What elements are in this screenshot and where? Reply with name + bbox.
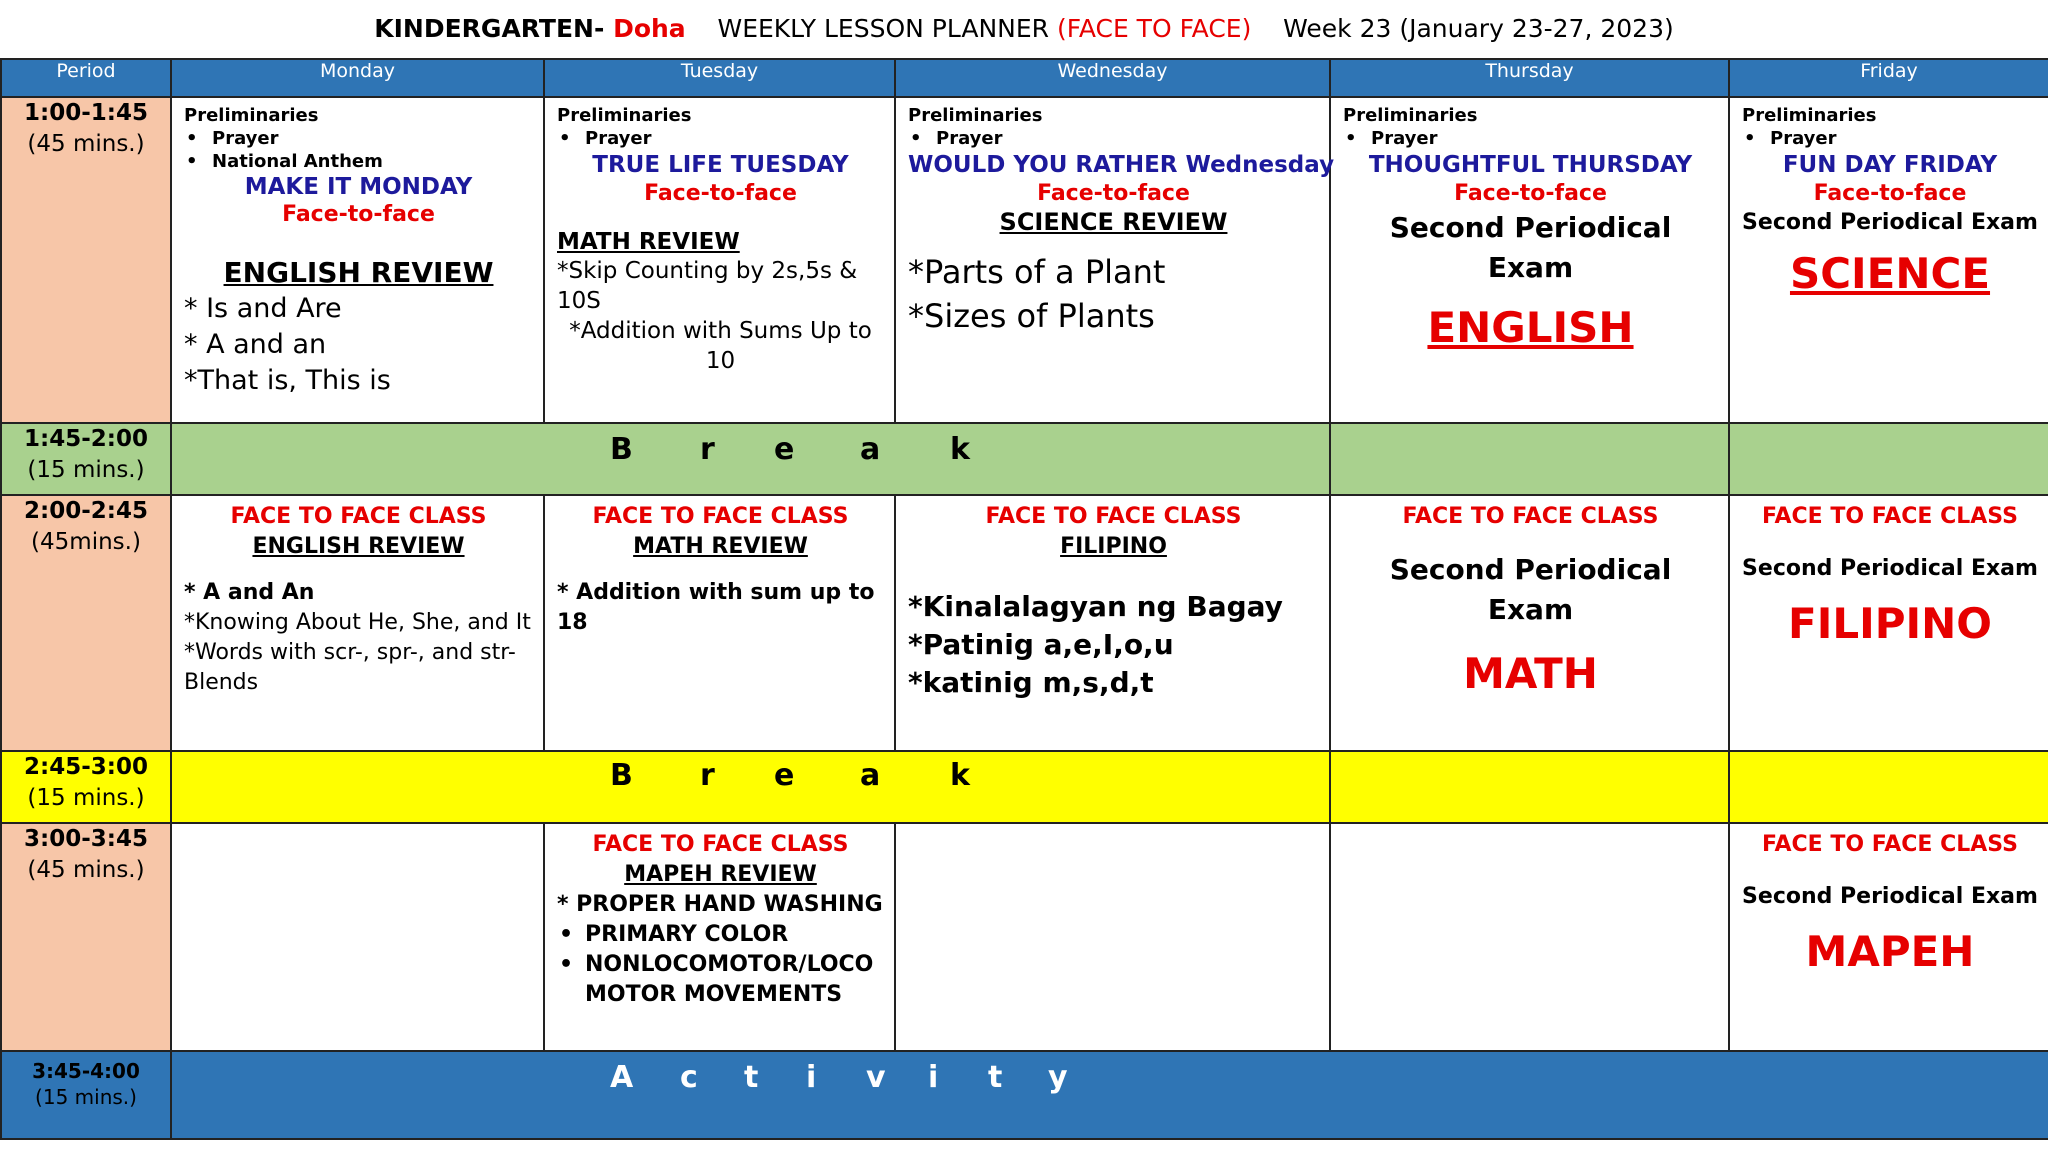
period-duration: (45mins.) — [31, 529, 141, 555]
break-letter: r — [700, 758, 715, 793]
activity-letter: A — [610, 1060, 634, 1095]
face-to-face-label: Face-to-face — [644, 181, 797, 206]
break-letter: k — [950, 758, 970, 793]
activity-letter: i — [928, 1060, 939, 1095]
break-letter: a — [860, 432, 881, 467]
exam-subject: MATH — [1463, 649, 1598, 698]
theme-label: FUN DAY FRIDAY — [1782, 152, 1998, 178]
break-letter: B — [610, 758, 633, 793]
break-text — [610, 432, 1329, 467]
break-letter: a — [860, 758, 881, 793]
prelim-prayer: • Prayer — [1343, 127, 1718, 150]
monday-p1 — [171, 97, 544, 423]
tuesday-p1 — [544, 97, 895, 423]
lesson-bullet: • PRIMARY COLOR — [557, 920, 884, 950]
period-time: 3:00-3:45 — [24, 826, 148, 852]
lesson-item: *Patinig a,e,I,o,u — [908, 628, 1174, 661]
lesson-item: *Kinalalagyan ng Bagay — [908, 590, 1283, 623]
f2f-class-label: FACE TO FACE CLASS — [1762, 504, 2018, 529]
period-time: 2:45-3:00 — [24, 754, 148, 780]
title-section: Doha — [613, 14, 686, 43]
thursday-p3 — [1330, 495, 1729, 751]
prelim-label: Preliminaries — [184, 105, 319, 126]
exam-label: Second Periodical Exam — [1389, 553, 1672, 626]
prelim-anthem: • National Anthem — [184, 150, 533, 173]
subject-heading: ENGLISH REVIEW — [252, 534, 465, 559]
face-to-face-label: Face-to-face — [1037, 181, 1190, 206]
friday-p1 — [1729, 97, 2048, 423]
period-cell-2 — [1, 423, 171, 495]
friday-p3 — [1729, 495, 2048, 751]
prelim-prayer: • Prayer — [908, 127, 1319, 150]
lesson-item: *katinig m,s,d,t — [908, 666, 1154, 699]
lesson-planner-table — [0, 58, 2048, 1140]
exam-subject: ENGLISH — [1427, 303, 1634, 352]
prelim-label: Preliminaries — [1742, 105, 1877, 126]
subject-heading: ENGLISH REVIEW — [223, 256, 494, 289]
lesson-item: * A and an — [184, 329, 327, 360]
period-duration: (15 mins.) — [27, 785, 145, 811]
period-cell-4 — [1, 751, 171, 823]
col-header-period: Period — [1, 59, 171, 97]
face-to-face-label: Face-to-face — [1454, 181, 1607, 206]
lesson-item: * Addition with sum up to 18 — [557, 580, 875, 635]
exam-subject: MAPEH — [1805, 927, 1975, 976]
exam-label: Second Periodical Exam — [1742, 884, 2038, 909]
prelim-label: Preliminaries — [557, 105, 692, 126]
break-row-1 — [1, 423, 2048, 495]
activity-text — [610, 1060, 2048, 1095]
f2f-class-label: FACE TO FACE CLASS — [592, 832, 849, 857]
col-header-wednesday: Wednesday — [895, 59, 1330, 97]
lesson-item: *That is, This is — [184, 365, 391, 396]
exam-label: Second Periodical Exam — [1742, 210, 2038, 235]
activity-banner — [171, 1051, 2048, 1139]
period-duration: (45 mins.) — [27, 857, 145, 883]
period-cell-5 — [1, 823, 171, 1051]
lesson-item: *Knowing About He, She, and It — [184, 610, 531, 635]
lesson-item: * A and An — [184, 580, 315, 605]
lesson-item: *Addition with Sums Up to 10 — [569, 318, 872, 374]
lesson-item: *Parts of a Plant — [908, 253, 1166, 291]
break-letter: B — [610, 432, 633, 467]
prelim-prayer: • Prayer — [557, 127, 884, 150]
break-fill-friday — [1729, 423, 2048, 495]
break-banner — [171, 751, 1330, 823]
subject-heading: MATH REVIEW — [557, 229, 740, 255]
period-row-3 — [1, 495, 2048, 751]
break-text — [610, 758, 1329, 793]
period-time: 3:45-4:00 — [32, 1059, 140, 1083]
break-letter: r — [700, 432, 715, 467]
tuesday-p3 — [544, 495, 895, 751]
lesson-item: * PROPER HAND WASHING — [557, 892, 883, 917]
monday-p5 — [171, 823, 544, 1051]
period-cell-3 — [1, 495, 171, 751]
activity-letter: y — [1048, 1060, 1068, 1095]
prelim-prayer: • Prayer — [184, 127, 533, 150]
activity-letter: c — [680, 1060, 698, 1095]
wednesday-p5 — [895, 823, 1330, 1051]
f2f-class-label: FACE TO FACE CLASS — [985, 504, 1242, 529]
thursday-p5 — [1330, 823, 1729, 1051]
period-cell-1 — [1, 97, 171, 423]
title-mode: (FACE TO FACE) — [1056, 14, 1252, 43]
title-prefix: KINDERGARTEN- — [374, 14, 614, 43]
wednesday-p1 — [895, 97, 1335, 423]
activity-letter: i — [806, 1060, 817, 1095]
theme-label: WOULD YOU RATHER Wednesday — [908, 152, 1335, 178]
wednesday-p3 — [895, 495, 1330, 751]
thursday-p1 — [1330, 97, 1729, 423]
title-planner: WEEKLY LESSON PLANNER — [717, 14, 1057, 43]
lesson-item: *Skip Counting by 2s,5s & 10S — [557, 258, 858, 314]
break-fill-thursday — [1330, 423, 1729, 495]
f2f-class-label: FACE TO FACE CLASS — [592, 504, 849, 529]
col-header-monday: Monday — [171, 59, 544, 97]
lesson-bullet: • NONLOCOMOTOR/LOCO MOTOR MOVEMENTS — [557, 950, 884, 1010]
activity-letter: t — [988, 1060, 1003, 1095]
period-cell-6 — [1, 1051, 171, 1139]
break-banner — [171, 423, 1330, 495]
subject-heading: FILIPINO — [1060, 534, 1167, 559]
subject-heading: MAPEH REVIEW — [624, 862, 817, 887]
theme-label: MAKE IT MONDAY — [244, 174, 473, 200]
planner-title — [0, 10, 2048, 48]
header-row — [1, 59, 2048, 97]
col-header-tuesday: Tuesday — [544, 59, 895, 97]
prelim-label: Preliminaries — [908, 105, 1043, 126]
subject-heading: MATH REVIEW — [633, 534, 808, 559]
period-duration: (15 mins.) — [35, 1085, 137, 1109]
break-fill-thursday — [1330, 751, 1729, 823]
subject-heading: SCIENCE REVIEW — [999, 208, 1228, 236]
activity-letter: v — [866, 1060, 886, 1095]
lesson-item: *Sizes of Plants — [908, 297, 1155, 335]
lesson-item: *Words with scr-, spr-, and str- Blends — [184, 640, 516, 695]
exam-subject: FILIPINO — [1788, 599, 1992, 648]
period-duration: (45 mins.) — [27, 131, 145, 157]
f2f-class-label: FACE TO FACE CLASS — [230, 504, 487, 529]
period-row-1 — [1, 97, 2048, 423]
face-to-face-label: Face-to-face — [1813, 181, 1967, 206]
break-letter: k — [950, 432, 970, 467]
exam-label: Second Periodical Exam — [1742, 556, 2038, 581]
prelim-prayer: • Prayer — [1742, 127, 2038, 150]
break-letter: e — [774, 432, 795, 467]
break-letter: e — [774, 758, 795, 793]
face-to-face-label: Face-to-face — [282, 202, 435, 227]
period-time: 2:00-2:45 — [24, 498, 148, 524]
theme-label: TRUE LIFE TUESDAY — [592, 152, 849, 178]
f2f-class-label: FACE TO FACE CLASS — [1402, 504, 1659, 529]
prelim-label: Preliminaries — [1343, 105, 1478, 126]
col-header-thursday: Thursday — [1330, 59, 1729, 97]
period-time: 1:45-2:00 — [24, 426, 148, 452]
activity-letter: t — [744, 1060, 759, 1095]
monday-p3 — [171, 495, 544, 751]
period-row-5 — [1, 823, 2048, 1051]
lesson-item: * Is and Are — [184, 293, 342, 324]
exam-subject: SCIENCE — [1789, 249, 1991, 298]
period-duration: (15 mins.) — [27, 457, 145, 483]
break-fill-friday — [1729, 751, 2048, 823]
activity-row — [1, 1051, 2048, 1139]
break-row-2 — [1, 751, 2048, 823]
f2f-class-label: FACE TO FACE CLASS — [1762, 832, 2018, 857]
exam-label: Second Periodical Exam — [1389, 211, 1672, 284]
theme-label: THOUGHTFUL THURSDAY — [1368, 152, 1693, 178]
title-week: Week 23 (January 23-27, 2023) — [1283, 14, 1674, 43]
friday-p5 — [1729, 823, 2048, 1051]
tuesday-p5 — [544, 823, 895, 1051]
col-header-friday: Friday — [1729, 59, 2048, 97]
period-time: 1:00-1:45 — [24, 100, 148, 126]
